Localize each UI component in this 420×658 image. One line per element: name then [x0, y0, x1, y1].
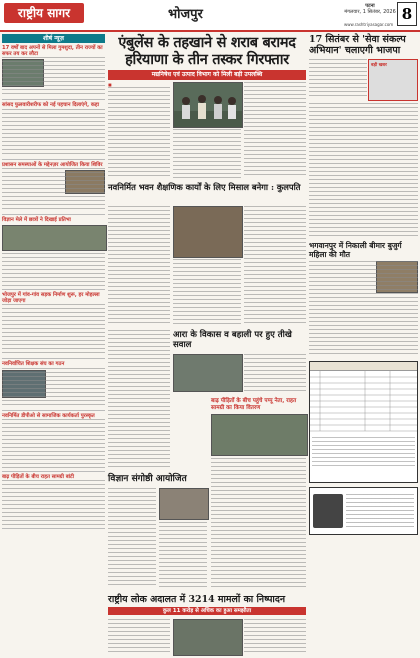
notice-box — [309, 361, 418, 483]
date-text: मंगलवार, 1 सितंबर, 2026 — [344, 9, 396, 15]
left-story-1-head: 17 वर्षों बाद अपनों से मिला गुमशुदा, तीन राज्यों का सफर तय कर लौटा — [2, 45, 103, 58]
main-story-text-mid — [173, 129, 241, 178]
sub-story-4-head: बाढ़ पीड़ितों के बीच पहुंचे पप्पू नेता, राहत सामग्री का किया वितरण — [211, 398, 297, 411]
lower-story-text-a — [108, 619, 170, 654]
ad-logo-icon — [313, 494, 343, 528]
sub-story-3-head: विज्ञान संगोष्ठी आयोजित — [108, 474, 187, 484]
story-text — [108, 87, 170, 177]
right-story-text-2 — [309, 103, 418, 237]
story-text — [2, 480, 105, 526]
story-text — [173, 129, 241, 178]
lower-story-strip: कुल 11 करोड़ से अधिक का हुआ समझौता — [108, 607, 306, 615]
sub-story-1-text-b — [173, 259, 241, 324]
story-text — [2, 168, 105, 212]
lower-story-photo — [173, 619, 243, 656]
headline-strip: मद्यनिषेध एवं उत्पाद विभाग को मिली बड़ी उपलब्धि — [108, 70, 306, 80]
date-city: पटना — [365, 3, 375, 9]
sub-story-1-text — [108, 206, 170, 324]
masthead — [0, 0, 420, 32]
right-story-2-text — [309, 261, 418, 357]
left-story-5[interactable] — [2, 292, 105, 359]
left-story-4[interactable] — [2, 217, 105, 290]
sub-story-1-photo — [173, 206, 243, 258]
sub-story-2-text — [244, 354, 306, 394]
lower-story-head: राष्ट्रीय लोक अदालत में 3214 मामलों का निष्पादन — [108, 594, 286, 605]
left-story-8-head: बाढ़ पीड़ितों के बीच राहत सामग्री बांटी — [2, 473, 75, 480]
story-text — [2, 57, 105, 97]
sub-story-3[interactable] — [108, 474, 208, 485]
page-number: 8 — [397, 2, 417, 26]
right-story-2-head[interactable]: भगवानपुर में निकाली बीमार बुजुर्ग महिला की मौत — [309, 241, 402, 259]
section-title: शीर्ष न्यूज़ — [2, 34, 105, 43]
main-story-text-left — [108, 82, 170, 178]
sub-story-3-text-b — [159, 522, 207, 588]
left-story-8[interactable] — [2, 474, 105, 529]
sub-story-4[interactable] — [211, 398, 306, 412]
sub-story-2[interactable] — [173, 330, 306, 350]
sub-story-4-text — [211, 458, 306, 588]
ad-box[interactable] — [309, 487, 418, 535]
main-story-photo — [173, 82, 243, 128]
left-story-2[interactable] — [2, 102, 105, 159]
sub-story-1-text-c — [244, 206, 306, 324]
story-text — [2, 368, 105, 408]
right-story-photo — [368, 59, 418, 101]
sub-story-4-photo — [211, 414, 308, 456]
story-text — [244, 82, 306, 178]
left-story-7-head: नवनिर्मित डीपीओ से सामाजिक कार्यकर्ता पुरस्कृत — [2, 412, 95, 419]
notice-header — [310, 362, 417, 371]
story-text — [2, 304, 105, 356]
edition-city: भोजपुर — [168, 7, 203, 22]
left-story-1[interactable] — [2, 45, 105, 100]
sub-story-1[interactable] — [108, 182, 306, 192]
notice-table — [310, 371, 417, 479]
center-column — [108, 34, 306, 654]
sub-story-3-photo — [159, 488, 209, 520]
main-story-side — [244, 82, 306, 178]
sub-story-2-left-text — [108, 330, 170, 470]
story-text — [2, 109, 105, 157]
left-story-3-head: प्रशासन समस्याओं के मद्देनज़र आयोजित किया शिविर — [2, 161, 103, 168]
right-story-text — [309, 59, 367, 99]
sub-story-2-photo — [173, 354, 243, 392]
byline: ■ — [108, 82, 112, 87]
date-block — [344, 3, 396, 15]
story-text — [2, 253, 105, 287]
left-story-6-head: नवनिर्वाचित शिक्षक संघ का गठन — [2, 361, 65, 368]
sub-story-1-head: नवनिर्मित भवन शैक्षणिक कार्यों के लिए मिसाल बनेगा : कुलपति — [108, 182, 301, 192]
lower-story[interactable] — [108, 594, 306, 615]
left-story-7[interactable] — [2, 413, 105, 472]
badge-label: बड़ी खबर — [371, 63, 387, 68]
left-story-4-head: विज्ञान मेले में छात्रों ने दिखाई प्रतिभा — [2, 216, 71, 223]
story-photo — [2, 225, 107, 251]
left-story-3[interactable] — [2, 162, 105, 215]
ad-text — [346, 494, 414, 528]
website-link[interactable]: www.rashtriyasagar.com — [344, 22, 394, 27]
left-story-2-head: सांसद फुलवारीशरीफ को नई पहचान दिलाएंगे, कहा — [2, 102, 99, 109]
sub-story-2-head: आरा के विकास व बहाली पर हुए तीखे सवाल — [173, 330, 292, 350]
left-story-6[interactable] — [2, 361, 105, 410]
right-column — [309, 34, 418, 654]
main-headline[interactable]: एंबुलेंस के तहखाने से शराब बरामद हरियाणा के तीन तस्कर गिरफ्तार — [118, 34, 296, 68]
right-headline[interactable]: 17 सितंबर से 'सेवा संकल्प अभियान' चलाएगी भाजपा — [309, 34, 406, 56]
lower-story-text-b — [244, 619, 306, 654]
sub-story-3-text — [108, 488, 156, 588]
story-text — [2, 419, 105, 469]
newspaper-brand: राष्ट्रीय सागर — [4, 3, 84, 23]
people-photo-icon — [174, 83, 242, 127]
left-story-5-head: भोजपुर में गांव-गांव सड़क निर्माण शुरू, हर मोहल्ला जोड़ा जाएगा — [2, 292, 100, 305]
left-column — [2, 34, 105, 654]
